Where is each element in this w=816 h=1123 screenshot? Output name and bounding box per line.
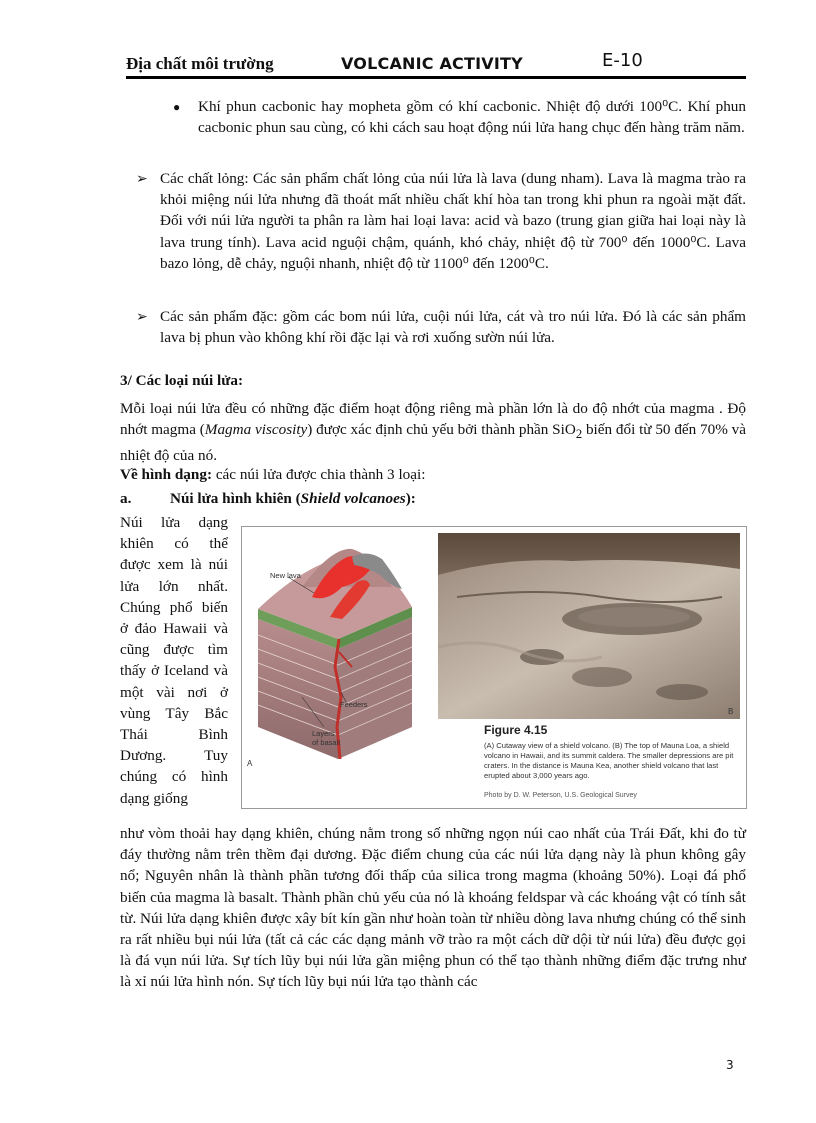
intro-text: Mỗi loại núi lửa đều có những đặc điểm hoạt động riêng mà phần lớn là do độ nhớt của magma . Độ nhớt magma (: [120, 400, 746, 439]
page-number: 3: [726, 1058, 734, 1072]
figure-photo-credit: Photo by D. W. Peterson, U.S. Geological Survey: [484, 792, 637, 799]
figure-caption-title: Figure 4.15: [484, 723, 548, 737]
bullet-dot-icon: ●: [173, 100, 181, 114]
subsection-title: [170, 490, 416, 508]
subsection-a-heading: [120, 490, 416, 508]
section-title: 3/ Các loại núi lửa:: [120, 372, 244, 389]
section-intro: [120, 398, 746, 467]
shape-classification-line: [120, 466, 425, 484]
label-new-lava: New lava: [270, 571, 301, 580]
photo-mauna-loa: [438, 533, 740, 719]
intro-italic-term: Magma viscosity: [204, 421, 308, 439]
intro-subscript: 2: [575, 427, 583, 442]
header-rule: [126, 76, 746, 79]
subsection-title-end: ):: [405, 490, 416, 507]
intro-text: biến đổi từ 50 đến 70% và nhiệt độ của nó.: [120, 421, 747, 465]
arrow-bullet-icon: ➢: [136, 171, 148, 187]
figure-caption-text: (A) Cutaway view of a shield volcano. (B) The top of Mauna Loa, a shield volcano in Hawaii, and its summit caldera. The smaller depressions are pit craters. In the distance is Mauna Kea, another shield volcano that last erupted about 3,000 years ago.: [484, 741, 734, 780]
subsection-marker: a.: [120, 490, 132, 507]
paragraph-shield-wide: như vòm thoải hay dạng khiên, chúng nằm trong số những ngọn núi cao nhất của Trái Đất, khi đo từ đáy thường nằm trên thềm đại dương. Đặc điểm chung của các núi lửa dạng này là phun không gây nổ; Nguyên nhân là thành phần tương đối thấp của silica trong magma (khoảng 50%). Loại đá phổ biến của magma là basalt. Thành phần chủ yếu của nó là khoáng feldspar và các khoáng vật có tính sắt từ. Núi lửa dạng khiên được xây bít kín gần như hoàn toàn từ nhiều dòng lava nhưng chúng có thể sinh ra rất nhiều bụi núi lửa (tất cả các các dạng mảnh vỡ trào ra một cách dữ dội từ núi lửa) đều được gọi là đá vụn núi lửa. Sự tích lũy bụi núi lửa gần miệng phun có thể tạo thành những điểm đặc trưng như là xỉ núi lửa hình nón. Sự tích lũy bụi núi lửa tạo thành các: [120, 825, 746, 991]
header-course-title: Địa chất môi trường: [126, 54, 274, 73]
paragraph-solid: Các sản phẩm đặc: gồm các bom núi lửa, cuội núi lửa, cát và tro núi lửa. Đó là các sản phẩm lava bị phun vào không khí rồi đặc lại và rơi xuống sườn núi lửa.: [160, 308, 746, 347]
header-code: E-10: [602, 50, 643, 71]
paragraph-liquid: Các chất lỏng: Các sản phẩm chất lỏng của núi lửa là lava (dung nham). Lava là magma trào ra khỏi miệng núi lửa nhưng đã thoát mất nhiều chất khí hòa tan trong khi phun ra ngoài mặt đất. Đối với núi lửa người ta phân ra làm hai loại lava: acid và bazo (trung gian giữa hai loại này là lava trung tính). Lava acid nguội chậm, quánh, khó chảy, nhiệt độ từ 700⁰ đến 1000⁰C. Lava bazo lỏng, dễ chảy, nguội nhanh, nhiệt độ từ 1100⁰ đến 1200⁰C.: [160, 170, 746, 272]
cutaway-diagram: [258, 549, 412, 759]
shape-label: Về hình dạng:: [120, 466, 213, 483]
label-panel-a: A: [247, 759, 253, 768]
page-header: [126, 48, 746, 78]
arrow-bullet-icon: ➢: [136, 309, 148, 325]
subsection-title-italic: Shield volcanoes: [300, 490, 406, 507]
subsection-title-text: Núi lửa hình khiên (: [170, 490, 301, 507]
label-feeders: Feeders: [340, 700, 368, 709]
label-panel-b: B: [728, 707, 734, 716]
label-layers-of-basalt: Layers of basalt: [312, 729, 341, 747]
intro-text: ) được xác định chủ yếu bởi thành phần SiO: [307, 421, 576, 439]
paragraph-shield-narrow: Núi lửa dạng khiên có thể được xem là núi lửa lớn nhất. Chúng phổ biến ở đảo Hawaii và cũng được tìm thấy ở Iceland và một vài nơi ở vùng Tây Bắc Thái Bình Dương. Tuy chúng có hình dạng giống: [120, 514, 228, 807]
figure-shield-volcano: [241, 526, 747, 809]
paragraph-gas: Khí phun cacbonic hay mopheta gồm có khí cacbonic. Nhiệt độ dưới 100⁰C. Khí phun cacbonic phun sau cùng, có khi cách sau hoạt động núi lửa hang chục đến hàng trăm năm.: [198, 98, 746, 137]
shape-text: các núi lửa được chia thành 3 loại:: [212, 466, 426, 483]
header-topic: VOLCANIC ACTIVITY: [341, 54, 523, 73]
